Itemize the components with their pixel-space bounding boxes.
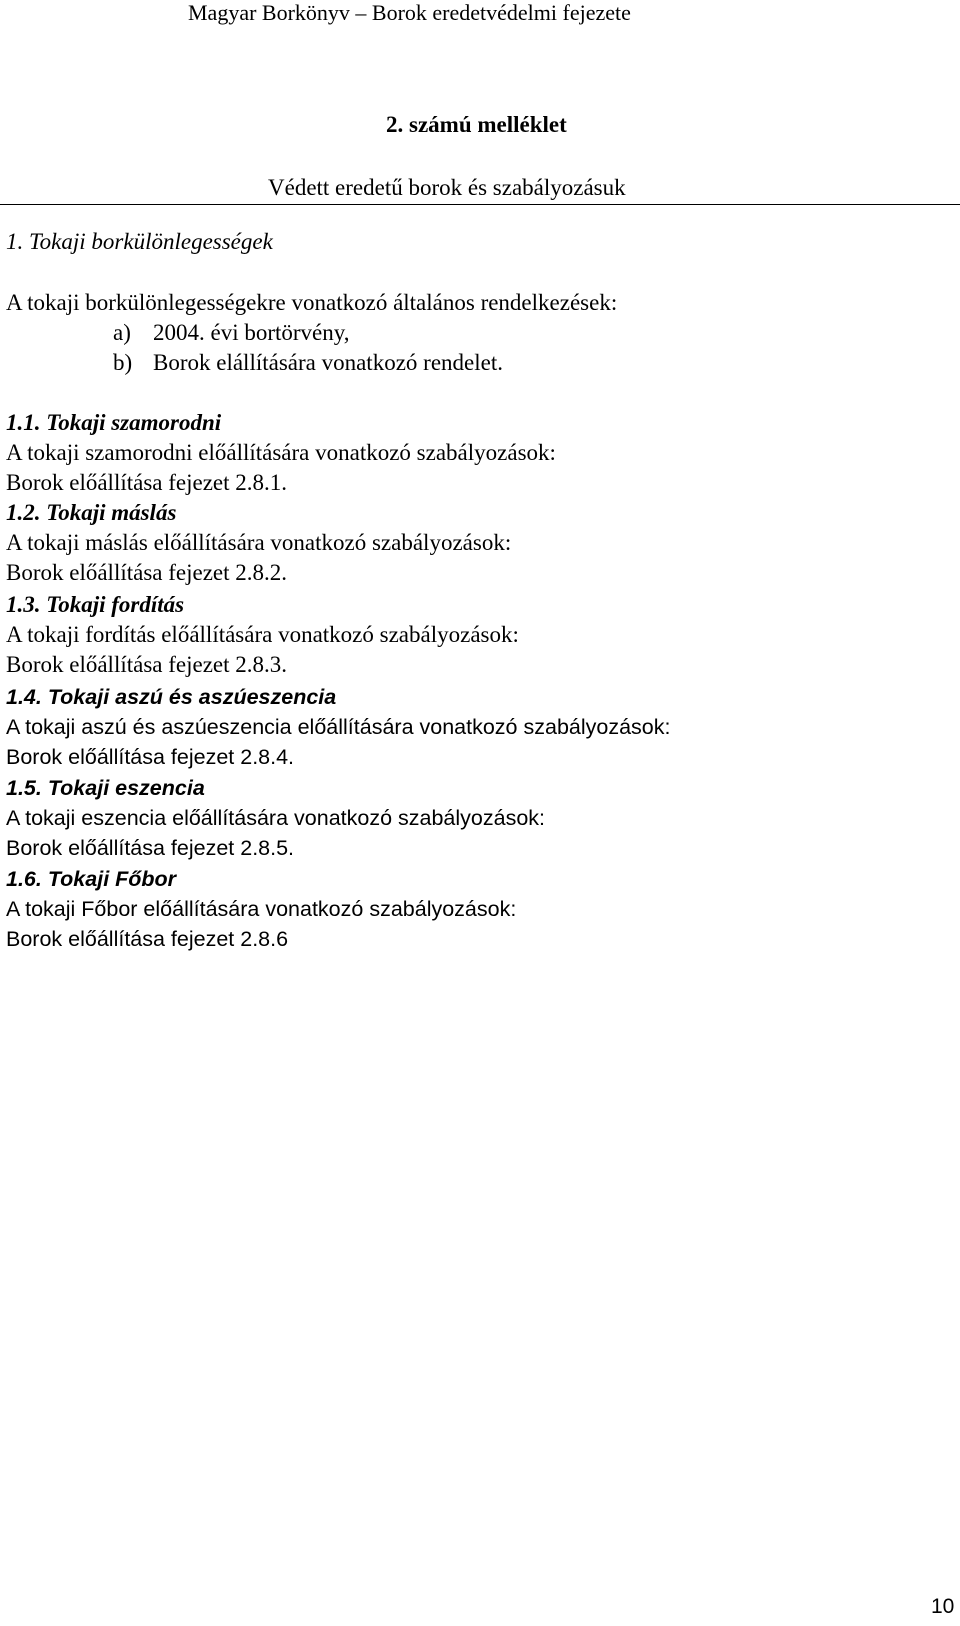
page-number: 10 [931,1595,955,1618]
subsection-heading: 1.1. Tokaji szamorodni [6,410,222,435]
subsection-reference: Borok előállítása fejezet 2.8.5. [6,836,295,860]
list-marker: b) [113,350,133,375]
section-title: 1. Tokaji borkülönlegességek [6,229,273,254]
subsection-description: A tokaji máslás előállítására vonatkozó szabályozások: [6,530,512,555]
list-text: 2004. évi bortörvény, [153,320,350,345]
subsection-reference: Borok előállítása fejezet 2.8.6 [6,927,289,951]
list-item [113,348,503,378]
subsection-heading: 1.5. Tokaji eszencia [6,776,205,800]
subsection-description: A tokaji aszú és aszúeszencia előállítására vonatkozó szabályozások: [6,715,671,739]
subsection-reference: Borok előállítása fejezet 2.8.1. [6,470,288,495]
subsection-reference: Borok előállítása fejezet 2.8.2. [6,560,288,585]
header-divider [0,204,960,205]
subsection-description: A tokaji fordítás előállítására vonatkozó szabályozások: [6,622,519,647]
list-item [113,318,350,348]
subsection-heading: 1.6. Tokaji Főbor [6,867,177,891]
subsection-heading: 1.4. Tokaji aszú és aszúeszencia [6,685,337,709]
section-intro: A tokaji borkülönlegességekre vonatkozó általános rendelkezések: [6,290,618,315]
subsection-heading: 1.2. Tokaji máslás [6,500,177,525]
subsection-reference: Borok előállítása fejezet 2.8.4. [6,745,295,769]
list-marker: a) [113,320,131,345]
list-text: Borok elállítására vonatkozó rendelet. [153,350,503,375]
annex-title: 2. számú melléklet [386,112,567,137]
subsection-description: A tokaji szamorodni előállítására vonatkozó szabályozások: [6,440,556,465]
annex-subtitle: Védett eredetű borok és szabályozásuk [268,175,626,200]
subsection-description: A tokaji eszencia előállítására vonatkozó szabályozások: [6,806,546,830]
subsection-reference: Borok előállítása fejezet 2.8.3. [6,652,288,677]
running-header: Magyar Borkönyv – Borok eredetvédelmi fejezete [188,0,631,25]
subsection-description: A tokaji Főbor előállítására vonatkozó szabályozások: [6,897,517,921]
subsection-heading: 1.3. Tokaji fordítás [6,592,185,617]
